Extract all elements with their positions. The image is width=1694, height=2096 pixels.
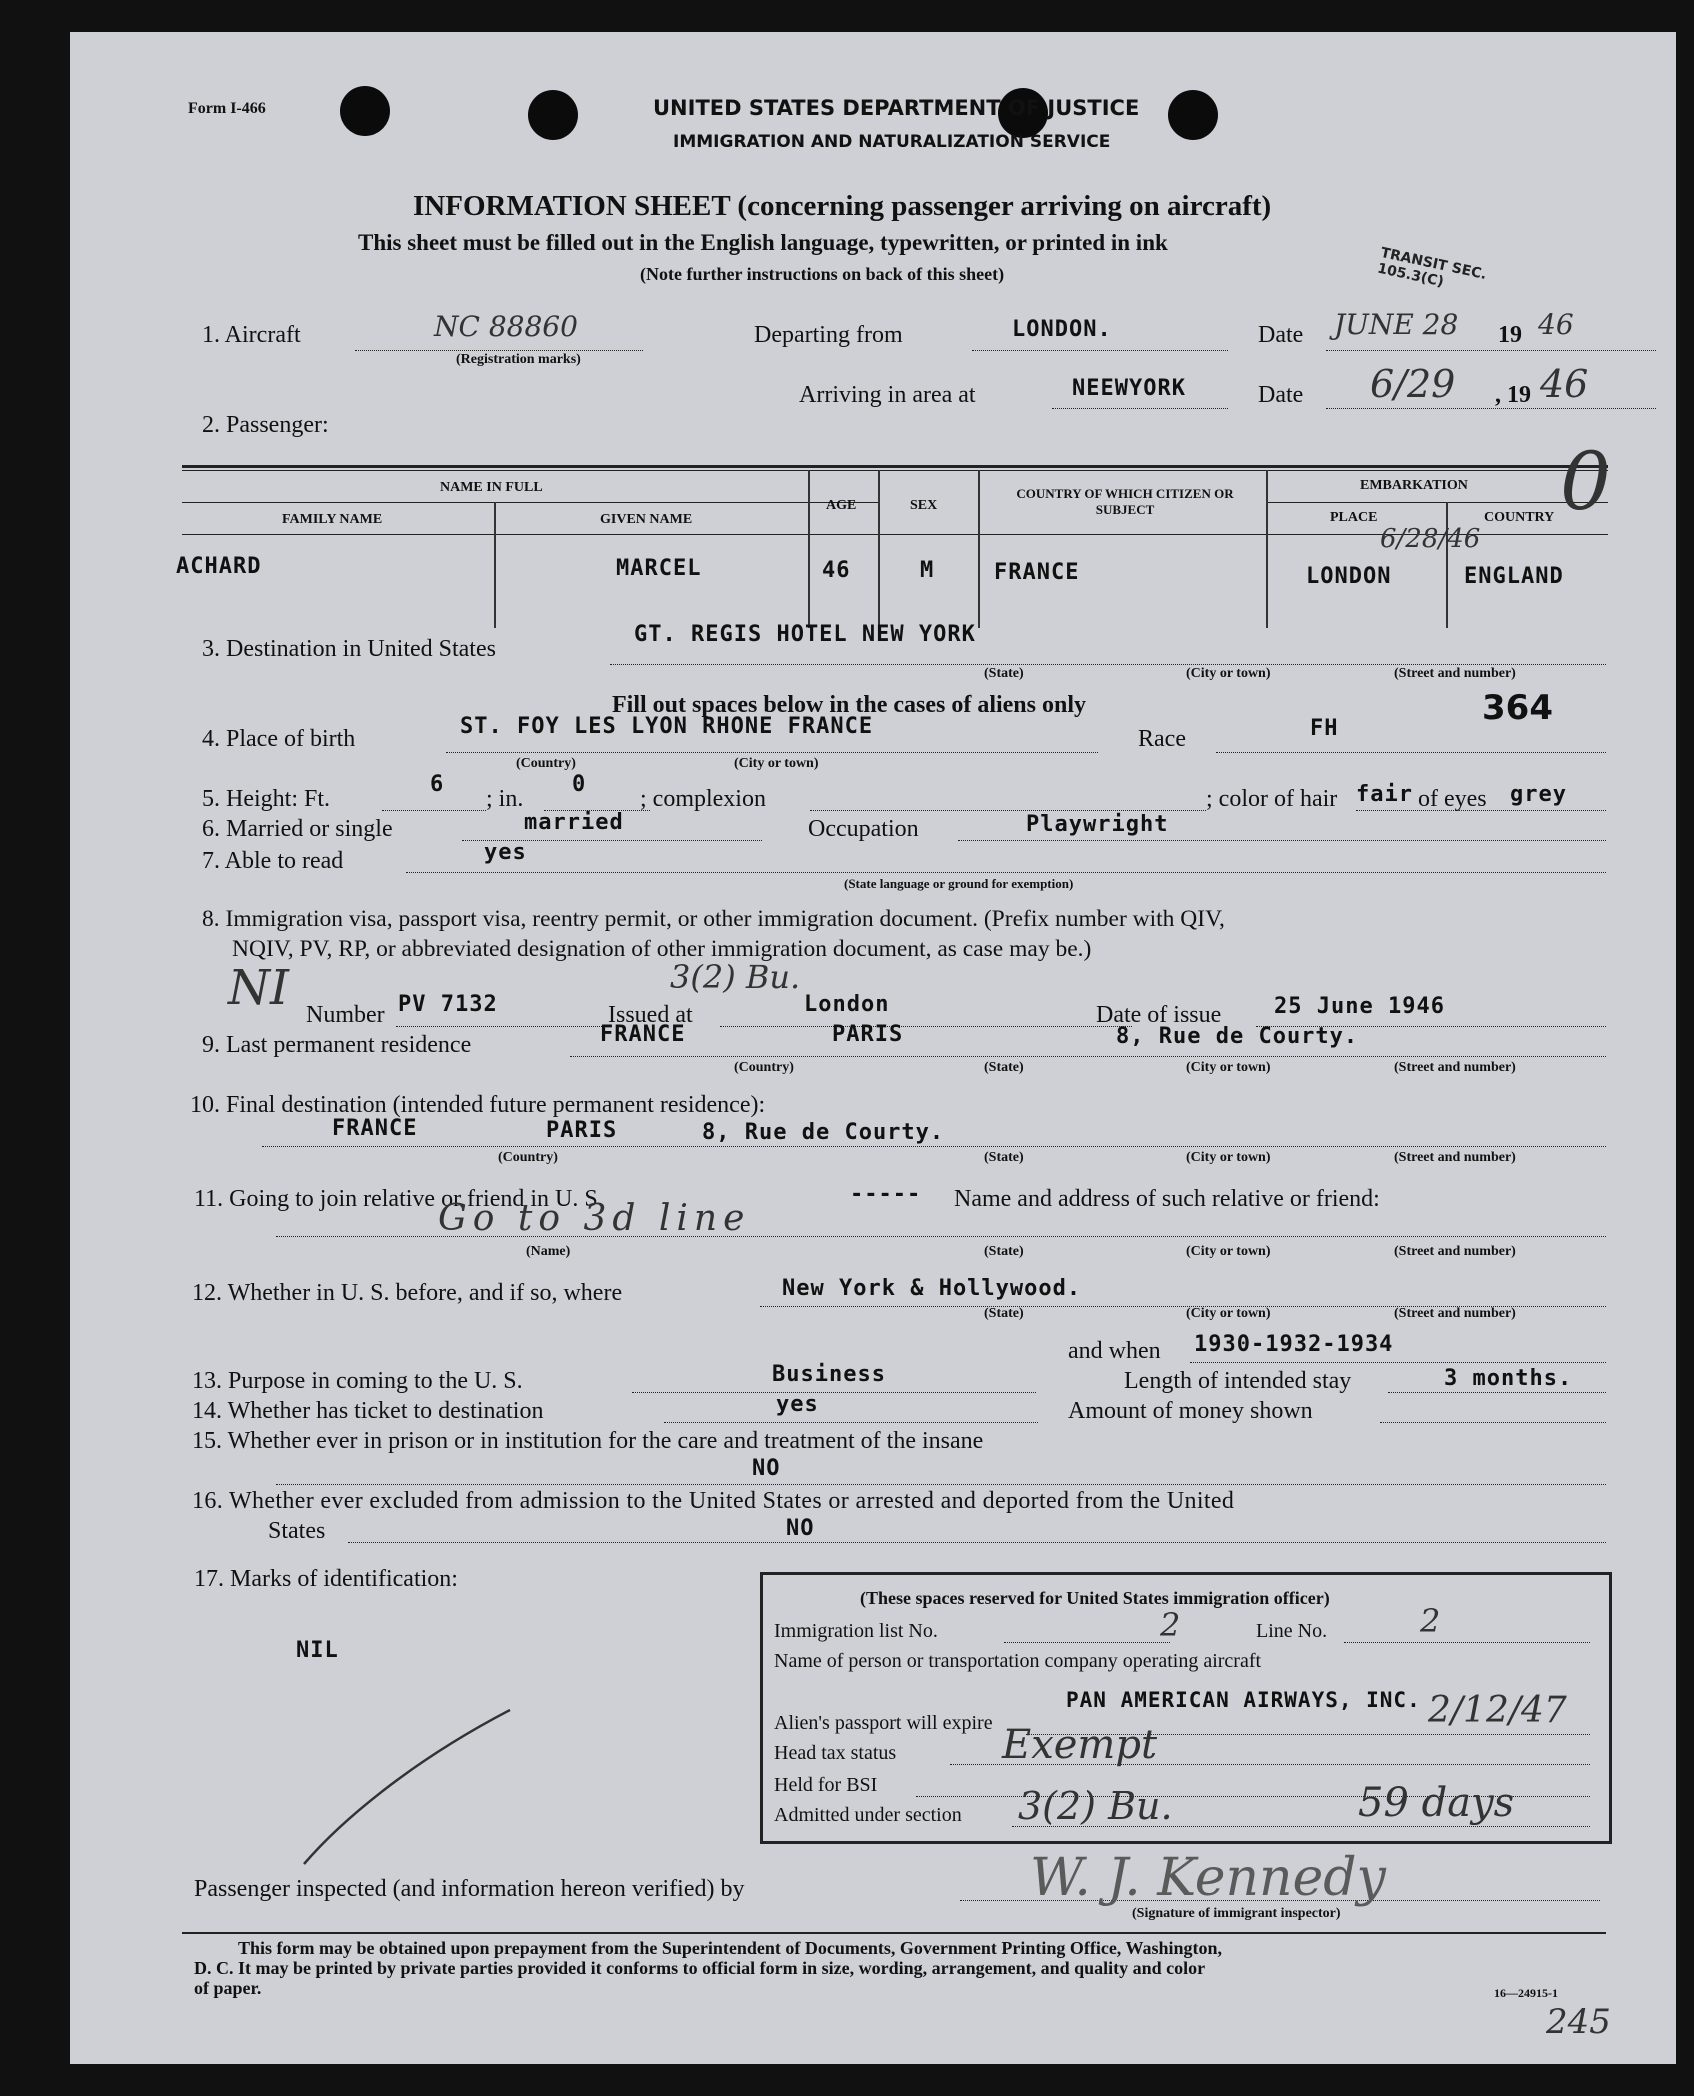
when-line bbox=[1190, 1362, 1606, 1363]
note-text: (Note further instructions on back of this sheet) bbox=[640, 264, 1005, 284]
table-col-divider bbox=[808, 470, 810, 628]
residence-caption-street: (Street and number) bbox=[1394, 1060, 1516, 1075]
ticket-value: yes bbox=[776, 1392, 819, 1417]
footer-line-2: D. C. It may be printed by private parties provided it conforms to official form in size, wording, arrangement, and quality and color bbox=[194, 1958, 1206, 1978]
residence-caption-state: (State) bbox=[984, 1060, 1024, 1075]
table-header-rule bbox=[182, 502, 878, 503]
residence-caption-city: (City or town) bbox=[1186, 1060, 1271, 1075]
ticket-line bbox=[664, 1422, 1038, 1423]
final-destination-city: PARIS bbox=[546, 1118, 618, 1143]
prison-line bbox=[276, 1484, 1606, 1485]
destination-caption-city: (City or town) bbox=[1186, 666, 1271, 681]
departure-date-value: JUNE 28 bbox=[1334, 308, 1459, 341]
check-mark: 0 bbox=[1560, 435, 1611, 528]
join-caption-city: (City or town) bbox=[1186, 1244, 1271, 1259]
join-caption-name: (Name) bbox=[526, 1244, 571, 1259]
final-caption-country: (Country) bbox=[498, 1150, 558, 1165]
birth-value: ST. FOY LES LYON RHONE FRANCE bbox=[460, 714, 874, 739]
join-handwritten: Go to 3d line bbox=[438, 1198, 751, 1239]
footer-line-3: of paper. bbox=[194, 1978, 262, 1998]
departure-year-prefix: 19 bbox=[1498, 322, 1522, 348]
line-value: 2 bbox=[1420, 1602, 1441, 1640]
birth-caption-country: (Country) bbox=[516, 756, 576, 771]
page-mark: 245 bbox=[1546, 2002, 1611, 2042]
when-value: 1930-1932-1934 bbox=[1194, 1332, 1394, 1357]
read-value: yes bbox=[484, 840, 527, 865]
table-col-divider bbox=[1266, 470, 1268, 628]
aircraft-value: NC 88860 bbox=[434, 310, 578, 343]
footer-line-1: This form may be obtained upon prepayment from the Superintendent of Documents, Government Printing Office, Washington, bbox=[238, 1938, 1223, 1958]
table-col-divider bbox=[878, 470, 880, 628]
visa-number-label: Number bbox=[306, 1002, 385, 1028]
purpose-line bbox=[632, 1392, 1036, 1393]
arrival-date-label: Date bbox=[1258, 382, 1304, 408]
issued-at-label: Issued at bbox=[608, 1002, 693, 1028]
list-line bbox=[1004, 1642, 1170, 1643]
residence-label: 9. Last permanent residence bbox=[202, 1032, 472, 1058]
final-caption-city: (City or town) bbox=[1186, 1150, 1271, 1165]
previous-caption-city: (City or town) bbox=[1186, 1306, 1271, 1321]
destination-line bbox=[610, 664, 1606, 665]
residence-city: PARIS bbox=[832, 1022, 904, 1047]
line-label: Line No. bbox=[1256, 1620, 1328, 1642]
eyes-value: grey bbox=[1510, 782, 1567, 807]
final-destination-label: 10. Final destination (intended future permanent residence): bbox=[190, 1092, 766, 1118]
table-header-rule-emb bbox=[1266, 502, 1608, 503]
previous-value: New York & Hollywood. bbox=[782, 1276, 1082, 1301]
aircraft-line bbox=[355, 350, 643, 351]
department-title: UNITED STATES DEPARTMENT OF JUSTICE bbox=[653, 96, 1140, 120]
marital-value: married bbox=[524, 810, 624, 835]
purpose-value: Business bbox=[772, 1362, 886, 1387]
visa-label-2: NQIV, PV, RP, or abbreviated designation of other immigration document, as case may be.) bbox=[232, 936, 1092, 962]
form-sheet bbox=[70, 32, 1676, 2064]
when-label: and when bbox=[1068, 1338, 1161, 1364]
marital-label: 6. Married or single bbox=[202, 816, 393, 842]
pen-stroke bbox=[300, 1702, 520, 1872]
embark-date-value: 6/28/46 bbox=[1380, 524, 1481, 554]
inches-label: ; in. bbox=[486, 786, 524, 812]
family-name-value: ACHARD bbox=[176, 554, 262, 579]
race-value: FH bbox=[1310, 716, 1339, 741]
feet-line bbox=[382, 810, 486, 811]
table-top-rule-2 bbox=[182, 470, 1608, 471]
excluded-value: NO bbox=[786, 1516, 815, 1541]
page-title: INFORMATION SHEET (concerning passenger arriving on aircraft) bbox=[413, 190, 1272, 222]
table-col-divider bbox=[1446, 502, 1448, 628]
eyes-label: of eyes bbox=[1418, 786, 1487, 812]
ticket-label: 14. Whether has ticket to destination bbox=[192, 1398, 544, 1424]
excluded-label-2: States bbox=[268, 1518, 326, 1544]
hair-label: ; color of hair bbox=[1206, 786, 1338, 812]
money-label: Amount of money shown bbox=[1068, 1398, 1313, 1424]
inspector-signature: W. J. Kennedy bbox=[1030, 1848, 1386, 1908]
residence-line bbox=[570, 1056, 1606, 1057]
issued-at-line bbox=[720, 1026, 1132, 1027]
arriving-label: Arriving in area at bbox=[799, 382, 976, 408]
visa-annotation: NI bbox=[228, 960, 289, 1016]
embarkation-header: EMBARKATION bbox=[1360, 478, 1468, 493]
hair-value: fair bbox=[1356, 782, 1413, 807]
embark-place-value: LONDON bbox=[1306, 564, 1392, 589]
final-destination-line bbox=[262, 1146, 1606, 1147]
instruction-text: This sheet must be filled out in the English language, typewritten, or printed in ink bbox=[358, 230, 1168, 255]
table-col-divider bbox=[494, 502, 496, 628]
expire-value: 2/12/47 bbox=[1428, 1690, 1567, 1731]
section-label: Admitted under section bbox=[774, 1804, 962, 1826]
complexion-line bbox=[810, 810, 1206, 811]
arrival-date-value: 6/29 bbox=[1370, 362, 1456, 406]
stay-label: Length of intended stay bbox=[1124, 1368, 1352, 1394]
aliens-only-note: Fill out spaces below in the cases of aliens only bbox=[612, 692, 1087, 718]
previous-label: 12. Whether in U. S. before, and if so, where bbox=[192, 1280, 623, 1306]
birth-line bbox=[446, 752, 1098, 753]
money-line bbox=[1380, 1422, 1606, 1423]
visa-number-value: PV 7132 bbox=[398, 992, 498, 1017]
stay-line bbox=[1388, 1392, 1606, 1393]
embark-country-value: ENGLAND bbox=[1464, 564, 1564, 589]
sex-value: M bbox=[920, 558, 935, 583]
arriving-value: NEEWYORK bbox=[1072, 376, 1186, 401]
inspection-caption: (Signature of immigrant inspector) bbox=[1132, 1906, 1341, 1921]
final-caption-street: (Street and number) bbox=[1394, 1150, 1516, 1165]
arrival-date-line bbox=[1326, 408, 1656, 409]
excluded-label: 16. Whether ever excluded from admission to the United States or arrested and deported from the United bbox=[192, 1488, 1235, 1514]
bsi-label: Held for BSI bbox=[774, 1774, 878, 1796]
arriving-line bbox=[1052, 408, 1228, 409]
previous-caption-state: (State) bbox=[984, 1306, 1024, 1321]
destination-caption-state: (State) bbox=[984, 666, 1024, 681]
country-col-header: COUNTRY bbox=[1484, 510, 1555, 525]
visa-label: 8. Immigration visa, passport visa, reentry permit, or other immigration document. (Prefix number with QIV, bbox=[202, 906, 1225, 932]
departing-value: LONDON. bbox=[1012, 317, 1112, 342]
service-title: IMMIGRATION AND NATURALIZATION SERVICE bbox=[673, 132, 1111, 152]
days-value: 59 days bbox=[1358, 1780, 1515, 1826]
read-caption: (State language or ground for exemption) bbox=[844, 876, 1074, 891]
table-top-rule bbox=[182, 465, 1608, 468]
complexion-label: ; complexion bbox=[640, 786, 766, 812]
departure-year: 46 bbox=[1538, 308, 1574, 341]
prison-value: NO bbox=[752, 1456, 781, 1481]
read-line bbox=[406, 872, 1606, 873]
departure-date-line bbox=[1326, 350, 1656, 351]
age-header: AGE bbox=[826, 498, 857, 513]
previous-caption-street: (Street and number) bbox=[1394, 1306, 1516, 1321]
final-caption-state: (State) bbox=[984, 1150, 1024, 1165]
hair-eyes-line bbox=[1356, 810, 1606, 811]
residence-street: 8, Rue de Courty. bbox=[1116, 1024, 1359, 1049]
arrival-year-prefix: , 19 bbox=[1495, 382, 1531, 408]
destination-code: 364 bbox=[1482, 688, 1553, 728]
tax-label: Head tax status bbox=[774, 1742, 897, 1764]
feet-value: 6 bbox=[430, 772, 445, 797]
name-in-full-header: NAME IN FULL bbox=[440, 480, 543, 495]
line-no-line bbox=[1344, 1642, 1590, 1643]
punch-hole bbox=[1168, 90, 1218, 140]
aircraft-caption: (Registration marks) bbox=[456, 352, 581, 367]
age-value: 46 bbox=[822, 558, 851, 583]
visa-annotation-2: 3(2) Bu. bbox=[670, 958, 801, 996]
operator-label: Name of person or transportation company operating aircraft bbox=[774, 1650, 1262, 1672]
marks-value: NIL bbox=[296, 1638, 339, 1663]
date-of-issue-value: 25 June 1946 bbox=[1274, 994, 1445, 1019]
residence-country: FRANCE bbox=[600, 1022, 686, 1047]
inspection-label: Passenger inspected (and information hereon verified) by bbox=[194, 1876, 745, 1902]
final-destination-street: 8, Rue de Courty. bbox=[702, 1120, 945, 1145]
occupation-line bbox=[958, 840, 1606, 841]
excluded-line bbox=[348, 1542, 1606, 1543]
race-label: Race bbox=[1138, 726, 1186, 752]
residence-caption-country: (Country) bbox=[734, 1060, 794, 1075]
print-code: 16—24915-1 bbox=[1494, 1986, 1558, 2000]
destination-caption-street: (Street and number) bbox=[1394, 666, 1516, 681]
join-name-label: Name and address of such relative or friend: bbox=[954, 1186, 1380, 1212]
aircraft-label: 1. Aircraft bbox=[202, 322, 301, 348]
race-line bbox=[1216, 752, 1606, 753]
destination-label: 3. Destination in United States bbox=[202, 636, 496, 662]
join-value: ----- bbox=[850, 1182, 922, 1207]
punch-hole bbox=[528, 90, 578, 140]
passenger-label: 2. Passenger: bbox=[202, 412, 329, 438]
issued-at-value: London bbox=[804, 992, 890, 1017]
officer-box-title: (These spaces reserved for United States immigration officer) bbox=[860, 1588, 1330, 1608]
join-label: 11. Going to join relative or friend in U. S. bbox=[194, 1186, 604, 1212]
country-header: COUNTRY OF WHICH CITIZEN OR SUBJECT bbox=[1016, 486, 1234, 517]
departing-label: Departing from bbox=[754, 322, 903, 348]
sex-header: SEX bbox=[910, 498, 938, 513]
birth-caption-city: (City or town) bbox=[734, 756, 819, 771]
given-name-value: MARCEL bbox=[616, 556, 702, 581]
operator-value: PAN AMERICAN AIRWAYS, INC. bbox=[1066, 1688, 1421, 1712]
read-label: 7. Able to read bbox=[202, 848, 344, 874]
section-value: 3(2) Bu. bbox=[1018, 1784, 1173, 1828]
family-name-header: FAMILY NAME bbox=[282, 512, 383, 527]
footer-rule bbox=[182, 1932, 1606, 1934]
form-number: Form I-466 bbox=[188, 100, 266, 117]
list-label: Immigration list No. bbox=[774, 1620, 938, 1642]
prison-label: 15. Whether ever in prison or in institution for the care and treatment of the insane bbox=[192, 1428, 984, 1454]
departure-date-label: Date bbox=[1258, 322, 1304, 348]
visa-number-line bbox=[396, 1026, 606, 1027]
arrival-year: 46 bbox=[1540, 362, 1589, 406]
table-col-divider bbox=[978, 470, 980, 628]
inches-value: 0 bbox=[572, 772, 587, 797]
place-header: PLACE bbox=[1330, 510, 1378, 525]
punch-hole bbox=[340, 86, 390, 136]
height-label: 5. Height: Ft. bbox=[202, 786, 331, 812]
stay-value: 3 months. bbox=[1444, 1366, 1573, 1391]
destination-value: GT. REGIS HOTEL NEW YORK bbox=[634, 622, 976, 647]
given-name-header: GIVEN NAME bbox=[600, 512, 693, 527]
list-value: 2 bbox=[1160, 1606, 1181, 1644]
expire-label: Alien's passport will expire bbox=[774, 1712, 993, 1734]
birth-label: 4. Place of birth bbox=[202, 726, 356, 752]
departing-line bbox=[972, 350, 1228, 351]
tax-value: Exempt bbox=[1002, 1722, 1158, 1768]
occupation-label: Occupation bbox=[808, 816, 919, 842]
transit-stamp: TRANSIT SEC. 105.3(C) bbox=[1375, 244, 1489, 291]
marks-label: 17. Marks of identification: bbox=[194, 1566, 458, 1592]
occupation-value: Playwright bbox=[1026, 812, 1169, 837]
join-caption-street: (Street and number) bbox=[1394, 1244, 1516, 1259]
final-destination-country: FRANCE bbox=[332, 1116, 418, 1141]
join-caption-state: (State) bbox=[984, 1244, 1024, 1259]
purpose-label: 13. Purpose in coming to the U. S. bbox=[192, 1368, 523, 1394]
citizenship-value: FRANCE bbox=[994, 560, 1080, 585]
date-of-issue-label: Date of issue bbox=[1096, 1002, 1222, 1028]
